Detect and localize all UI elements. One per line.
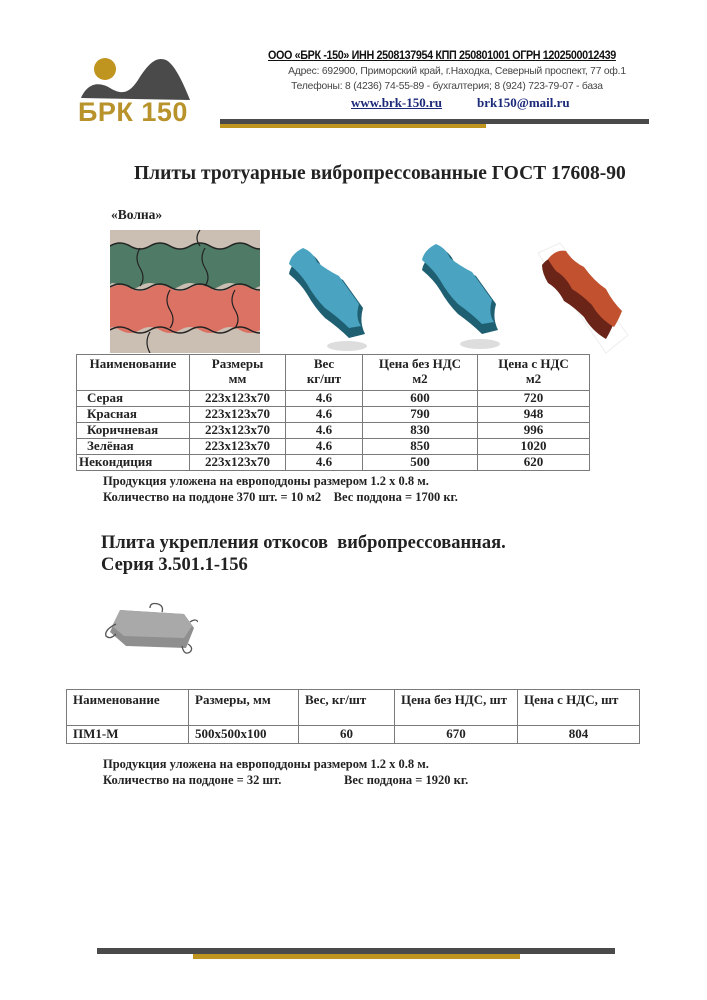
cell-size: 223х123х70	[190, 455, 286, 471]
cell-weight: 60	[299, 726, 395, 744]
company-address: Адрес: 692900, Приморский край, г.Находка, Северный проспект, 77 оф.1	[288, 66, 626, 77]
section1-subtitle: «Волна»	[111, 207, 163, 222]
cell-weight: 4.6	[286, 391, 363, 407]
header-divider-gold	[220, 124, 486, 128]
header-price-vat: Цена с НДС м2	[478, 355, 590, 391]
cell-name: Коричневая	[77, 423, 190, 439]
table-row	[77, 439, 590, 455]
cell-name: Некондиция	[77, 455, 190, 471]
section2-title-line1: Плита укрепления откосов вибропрессованная.	[101, 533, 506, 553]
cell-size: 500х500х100	[189, 726, 299, 744]
cell-price-no-vat: 850	[363, 439, 478, 455]
section2-pallet-weight: Вес поддона = 1920 кг.	[344, 773, 469, 787]
section2-pallet-quantity: Количество на поддоне = 32 шт.	[103, 773, 282, 787]
table-row	[77, 423, 590, 439]
blue-brick-image	[418, 236, 518, 356]
slab-price-table	[66, 689, 640, 744]
table-row	[77, 455, 590, 471]
website-link[interactable]: www.brk-150.ru	[351, 95, 443, 110]
cell-price-vat: 1020	[478, 439, 590, 455]
email-link[interactable]: brk150@mail.ru	[477, 95, 570, 110]
cell-name: Серая	[77, 391, 190, 407]
header-name: Наименование	[77, 355, 190, 391]
header-size: Размеры, мм	[189, 690, 299, 726]
header-name: Наименование	[67, 690, 189, 726]
table-header-row	[77, 355, 590, 391]
cell-size: 223х123х70	[190, 407, 286, 423]
section2-pallet-note: Продукция уложена на европоддоны размером 1.2 х 0.8 м.	[103, 757, 429, 771]
header-price-no-vat: Цена без НДС, шт	[395, 690, 518, 726]
cell-size: 223х123х70	[190, 391, 286, 407]
header-price-vat: Цена с НДС, шт	[518, 690, 640, 726]
table-row	[67, 726, 640, 744]
cell-price-no-vat: 670	[395, 726, 518, 744]
cell-name: Красная	[77, 407, 190, 423]
cell-price-no-vat: 600	[363, 391, 478, 407]
header-weight: Вес, кг/шт	[299, 690, 395, 726]
logo-text: БРК 150	[78, 97, 188, 127]
section1-pallet-quantity: Количество на поддоне 370 шт. = 10 м2 Вес поддона = 1700 кг.	[103, 490, 458, 504]
cell-price-vat: 948	[478, 407, 590, 423]
cell-size: 223х123х70	[190, 439, 286, 455]
cell-price-vat: 804	[518, 726, 640, 744]
section1-title: Плиты тротуарные вибропрессованные ГОСТ 17608-90	[134, 163, 626, 184]
blue-brick-image	[285, 240, 385, 360]
section2-title-line2: Серия 3.501.1-156	[101, 555, 248, 575]
section1-pallet-note: Продукция уложена на европоддоны размером 1.2 х 0.8 м.	[103, 474, 429, 488]
cell-price-no-vat: 830	[363, 423, 478, 439]
paving-price-table	[76, 354, 590, 471]
cell-price-vat: 720	[478, 391, 590, 407]
company-requisites: ООО «БРК -150» ИНН 2508137954 КПП 250801001 ОГРН 1202500012439	[268, 49, 616, 62]
cell-price-no-vat: 790	[363, 407, 478, 423]
cell-name: ПМ1-М	[67, 726, 189, 744]
cell-weight: 4.6	[286, 455, 363, 471]
cell-price-no-vat: 500	[363, 455, 478, 471]
cell-weight: 4.6	[286, 407, 363, 423]
table-header-row	[67, 690, 640, 726]
cell-name: Зелёная	[77, 439, 190, 455]
table-row	[77, 391, 590, 407]
section2-title	[101, 532, 506, 576]
header-weight: Вес кг/шт	[286, 355, 363, 391]
cell-price-vat: 996	[478, 423, 590, 439]
company-phones: Телефоны: 8 (4236) 74-55-89 - бухгалтерия; 8 (924) 723-79-07 - база	[291, 81, 603, 92]
header-price-no-vat: Цена без НДС м2	[363, 355, 478, 391]
footer-divider-gold	[193, 954, 520, 959]
cell-weight: 4.6	[286, 423, 363, 439]
red-brick-image	[520, 235, 632, 357]
cell-price-vat: 620	[478, 455, 590, 471]
paving-layout-image	[110, 230, 260, 353]
cell-weight: 4.6	[286, 439, 363, 455]
header-size: Размеры мм	[190, 355, 286, 391]
table-row	[77, 407, 590, 423]
slope-slab-image	[98, 600, 198, 660]
cell-size: 223х123х70	[190, 423, 286, 439]
